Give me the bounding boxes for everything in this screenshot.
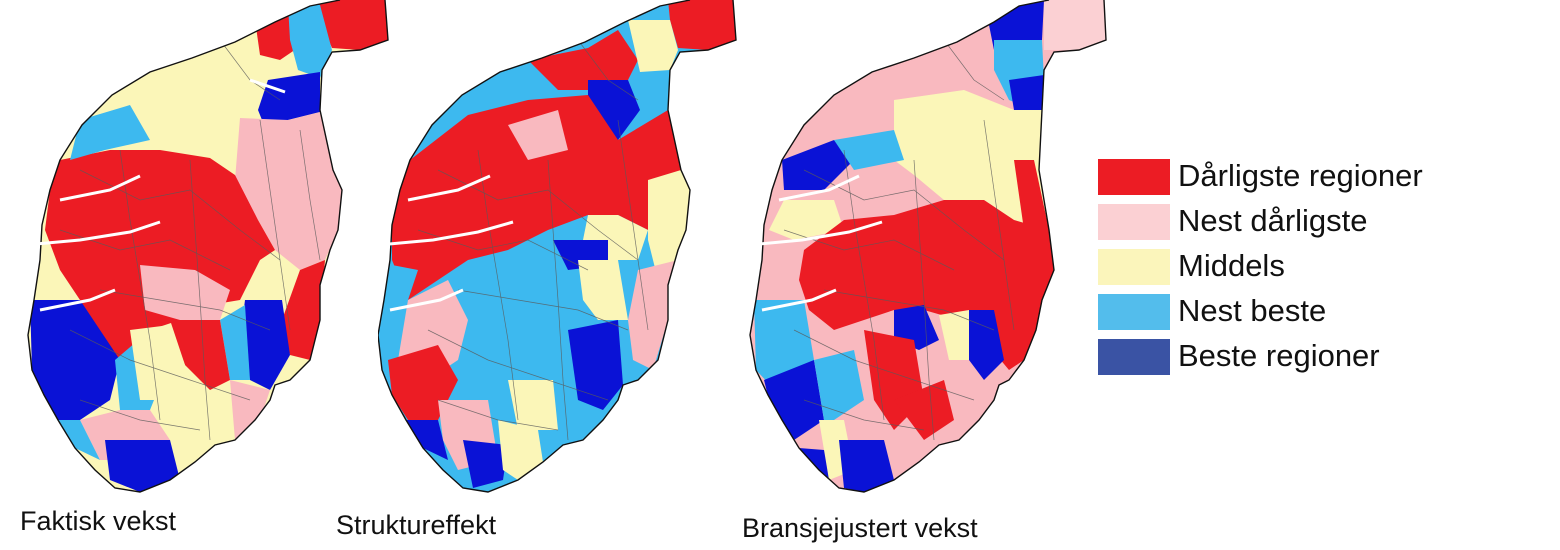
map-struktureffekt <box>378 0 748 500</box>
legend-label-worst: Dårligste regioner <box>1178 158 1423 193</box>
map-caption-struktureffekt: Struktureffekt <box>336 510 497 540</box>
map-bransjejustert-vekst-svg <box>744 0 1114 500</box>
legend-label-second-best: Nest beste <box>1178 293 1327 328</box>
legend-swatch-best <box>1098 339 1170 375</box>
map-faktisk-vekst-svg <box>20 0 390 500</box>
legend-label-middle: Middels <box>1178 248 1285 283</box>
legend-label-second-worst: Nest dårligste <box>1178 203 1368 238</box>
map-caption-faktisk-vekst: Faktisk vekst <box>20 506 177 536</box>
legend-swatch-worst <box>1098 159 1170 195</box>
legend-swatch-second-worst <box>1098 204 1170 240</box>
legend-swatch-middle <box>1098 249 1170 285</box>
legend-label-best: Beste regioner <box>1178 338 1380 373</box>
map-caption-bransjejustert-vekst: Bransjejustert vekst <box>742 513 978 543</box>
map-bransjejustert-vekst <box>744 0 1114 500</box>
map-struktureffekt-svg <box>378 0 748 500</box>
legend-swatch-second-best <box>1098 294 1170 330</box>
map-faktisk-vekst <box>20 0 390 500</box>
